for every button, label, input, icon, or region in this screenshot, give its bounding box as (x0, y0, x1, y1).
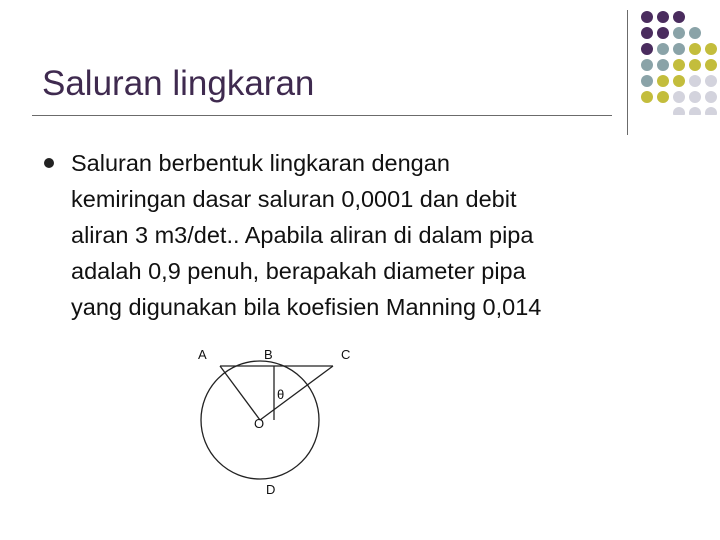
bullet-line: adalah 0,9 penuh, berapakah diameter pipa (71, 258, 526, 284)
dot (657, 91, 669, 103)
bullet-line: yang digunakan bila koefisien Manning 0,014 (71, 294, 542, 320)
title-underline (32, 115, 612, 116)
dot (673, 27, 685, 39)
dot (657, 75, 669, 87)
dot (641, 59, 653, 71)
label-d: D (266, 482, 276, 497)
dot (705, 59, 717, 71)
dot (657, 11, 669, 23)
dot (705, 43, 717, 55)
dot (689, 43, 701, 55)
bullet-icon (44, 158, 54, 168)
label-c: C (341, 347, 351, 362)
circular-channel-diagram (180, 335, 380, 535)
dot (641, 11, 653, 23)
slide-title: Saluran lingkaran (42, 64, 315, 103)
bullet-text (71, 145, 671, 325)
dot (673, 107, 685, 115)
label-theta: θ (277, 387, 285, 402)
dot (673, 11, 685, 23)
dot (641, 75, 653, 87)
dot (657, 27, 669, 39)
label-o: O (254, 416, 265, 431)
dot (641, 43, 653, 55)
dot (705, 91, 717, 103)
dot (689, 91, 701, 103)
radius-line-oa (220, 366, 260, 420)
dot (689, 75, 701, 87)
dot (657, 59, 669, 71)
dot (689, 27, 701, 39)
dot (673, 75, 685, 87)
label-b: B (264, 347, 273, 362)
dot (657, 43, 669, 55)
dot (673, 43, 685, 55)
dot (641, 27, 653, 39)
dot (705, 75, 717, 87)
dot (673, 91, 685, 103)
bullet-line: Saluran berbentuk lingkaran dengan (71, 150, 450, 176)
dot (641, 91, 653, 103)
decorative-dot-grid (640, 10, 720, 115)
dot (689, 107, 701, 115)
bullet-line: aliran 3 m3/det.. Apabila aliran di dalam pipa (71, 222, 534, 248)
label-a: A (198, 347, 207, 362)
bullet-line: kemiringan dasar saluran 0,0001 dan debit (71, 186, 517, 212)
dot (689, 59, 701, 71)
dot (705, 107, 717, 115)
dot (673, 59, 685, 71)
vertical-divider (627, 10, 628, 135)
